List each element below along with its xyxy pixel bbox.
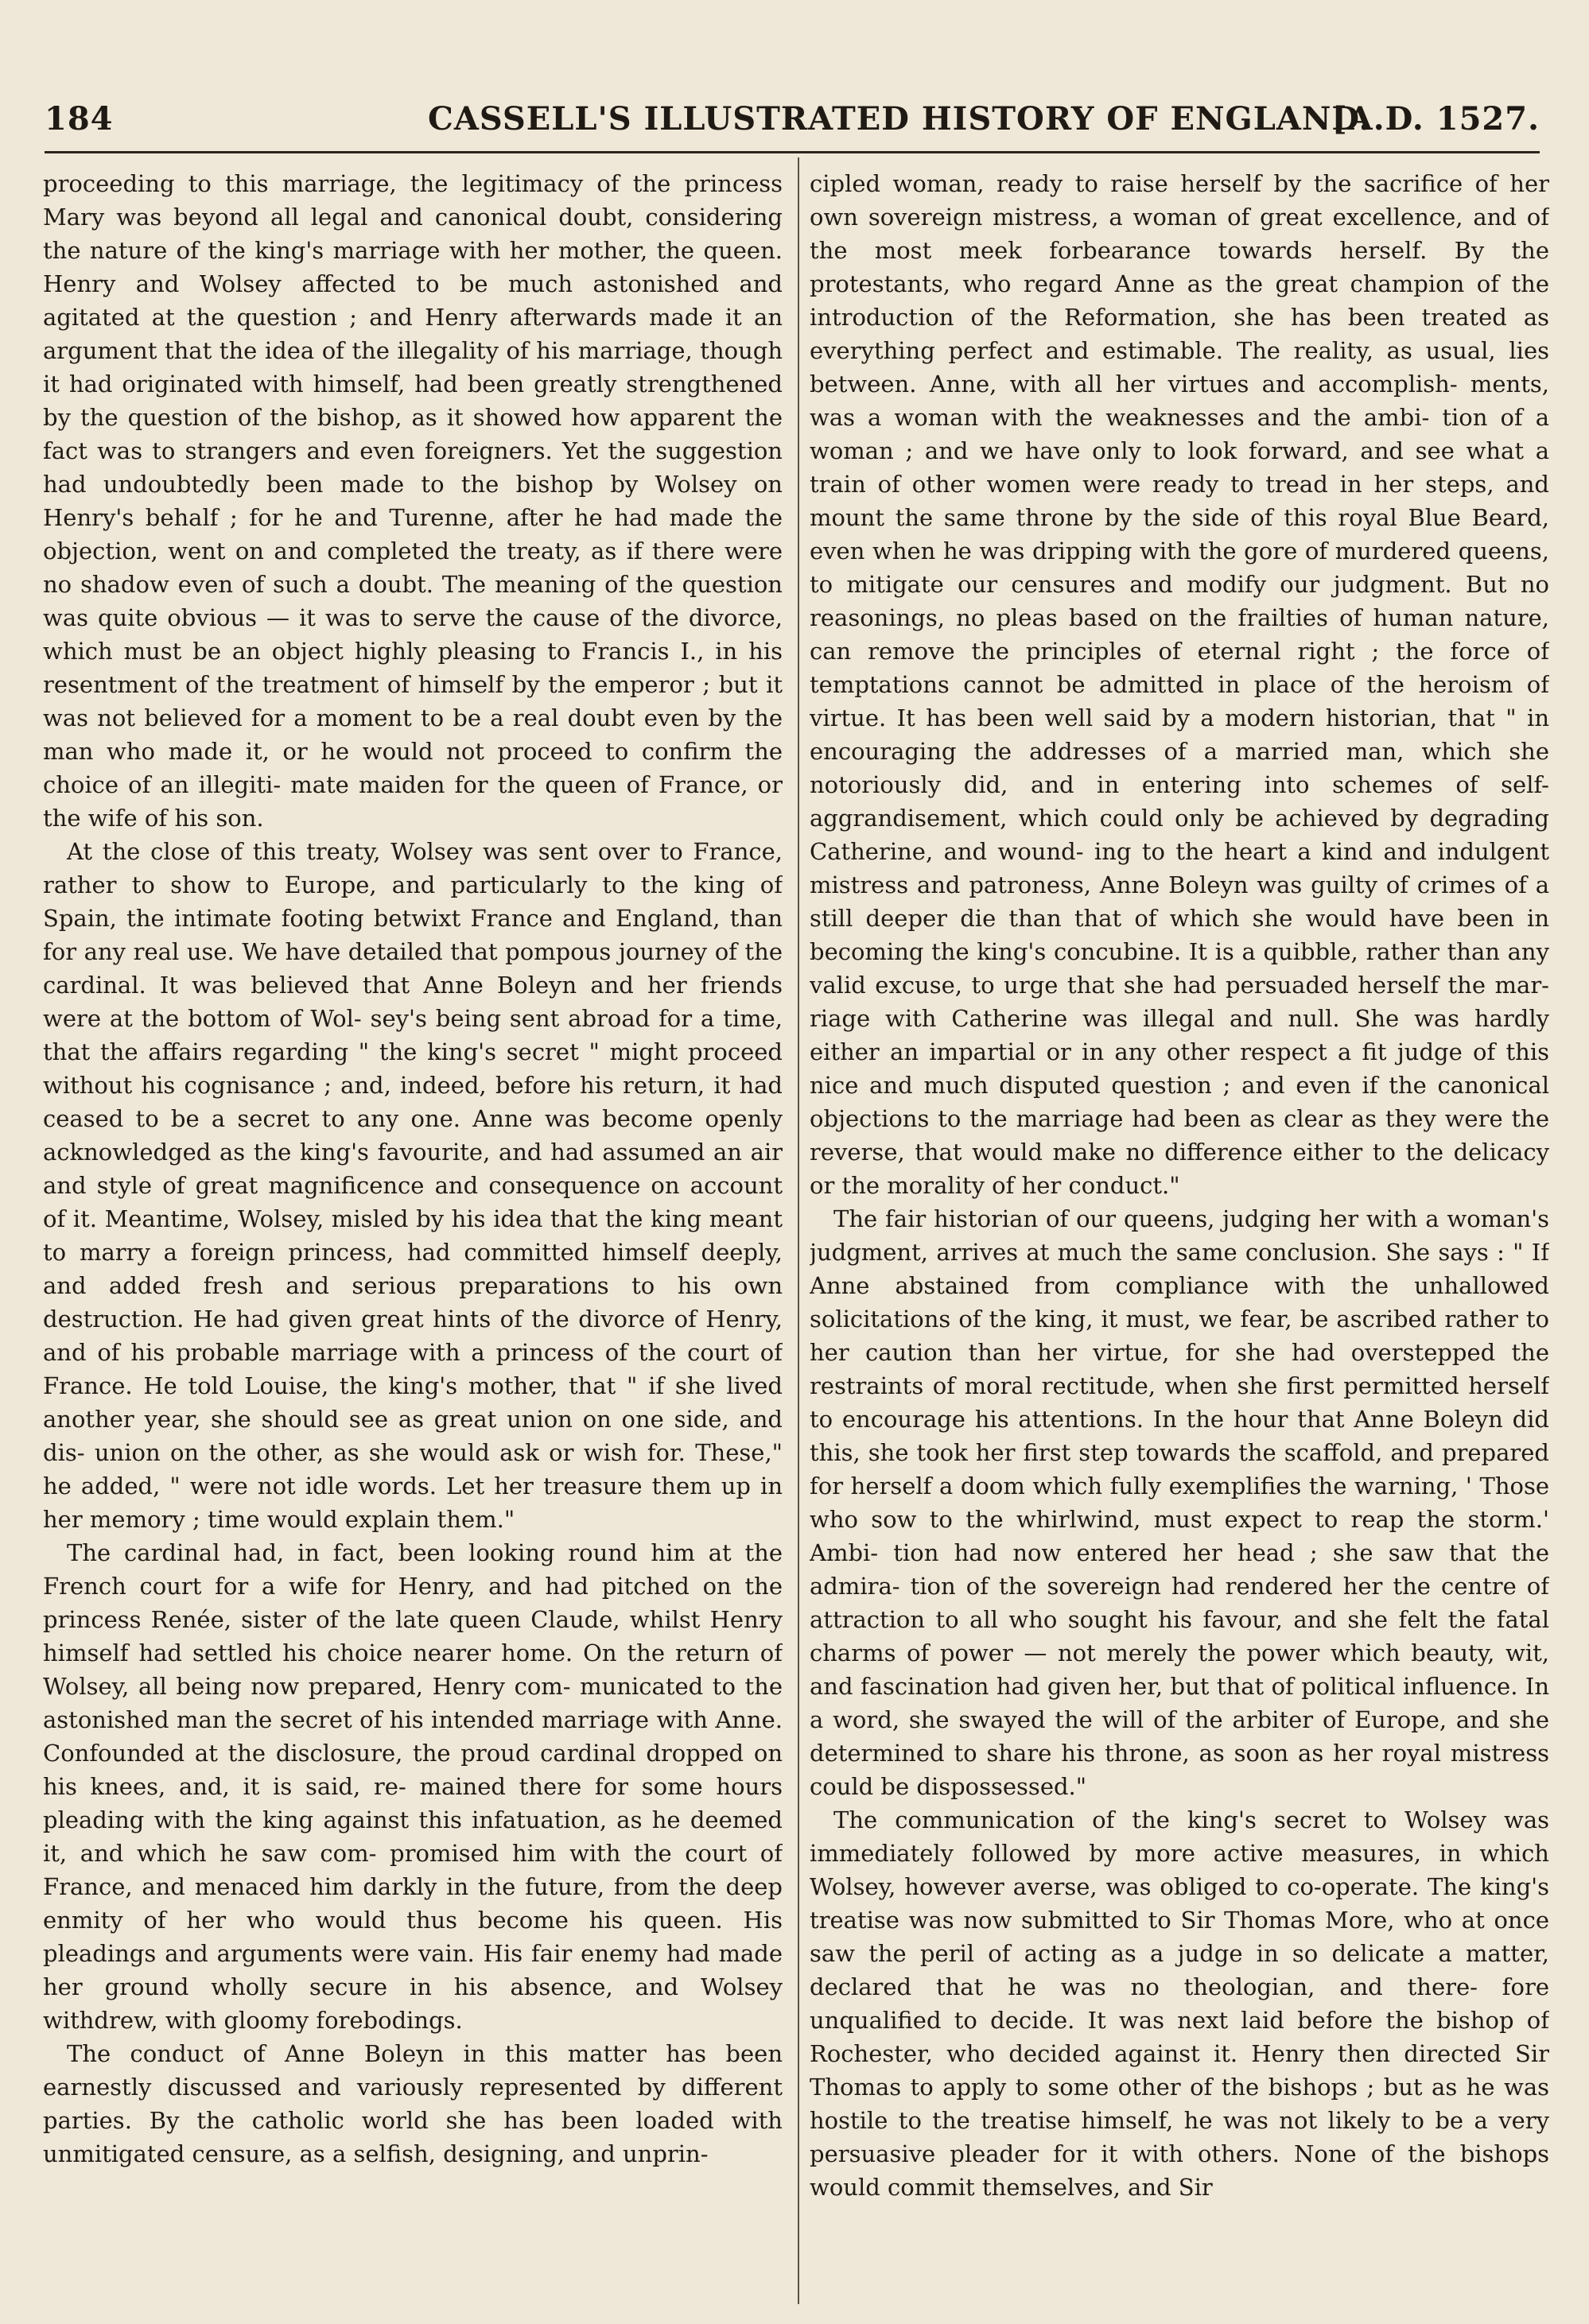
running-title: CASSELL'S ILLUSTRATED HISTORY OF ENGLAND.: [428, 100, 1371, 138]
left-column: [43, 167, 783, 2314]
paragraph: The fair historian of our queens, judging her with a woman's judgment, arrives at much the same conclusion. She says : " If Anne abstained from compliance with the unhallowed solicitations of the king, it must, we fear, be ascribed rather to her caution than her virtue, for she had overstepped the restraints of moral rectitude, when she first permitted herself to encourage his attentions. In the hour that Anne Boleyn did this, she took her first step towards the scaffold, and prepared for herself a doom which fully exemplifies the warning, ' Those who sow to the whirlwind, must expect to reap the storm.' Ambi- tion had now entered her head ; she saw that the admira- tion of the sovereign had rendered her the centre of attraction to all who sought his favour, and she felt the fatal charms of power — not merely the power which beauty, wit, and fascination had given her, but that of political influence. In a word, she swayed the will of the arbiter of Europe, and she determined to share his throne, as soon as her royal mistress could be dispossessed.": [810, 1205, 1549, 1800]
header-rule: [45, 151, 1540, 153]
paragraph: At the close of this treaty, Wolsey was sent over to France, rather to show to Europe, and particularly to the king of Spain, the intimate footing betwixt France and England, than for any real use. We have detailed that pompous journey of the cardinal. It was believed that Anne Boleyn and her friends were at the bottom of Wol- sey's being sent abroad for a time, that the affairs regarding " the king's secret " might proceed without his cognisance ; and, indeed, before his return, it had ceased to be a secret to any one. Anne was become openly acknowledged as the king's favourite, and had assumed an air and style of great magnificence and consequence on account of it. Meantime, Wolsey, misled by his idea that the king meant to marry a foreign princess, had committed himself deeply, and added fresh and serious preparations to his own destruction. He had given great hints of the divorce of Henry, and of his probable marriage with a princess of the court of France. He told Louise, the king's mother, that " if she lived another year, she should see as great union on one side, and dis- union on the other, as she would ask or wish for. These," he added, " were not idle words. Let her treasure them up in her memory ; time would explain them.": [43, 838, 783, 1533]
paragraph: proceeding to this marriage, the legitimacy of the princess Mary was beyond all legal and canonical doubt, considering the nature of the king's marriage with her mother, the queen. Henry and Wolsey affected to be much astonished and agitated at the question ; and Henry afterwards made it an argument that the idea of the illegality of his marriage, though it had originated with himself, had been greatly strengthened by the question of the bishop, as it showed how apparent the fact was to strangers and even foreigners. Yet the suggestion had undoubtedly been made to the bishop by Wolsey on Henry's behalf ; for he and Turenne, after he had made the objection, went on and completed the treaty, as if there were no shadow even of such a doubt. The meaning of the question was quite obvious — it was to serve the cause of the divorce, which must be an object highly pleasing to Francis I., in his resentment of the treatment of himself by the emperor ; but it was not believed for a moment to be a real doubt even by the man who made it, or he would not proceed to confirm the choice of an illegiti- mate maiden for the queen of France, or the wife of his son.: [43, 170, 783, 832]
paragraph: cipled woman, ready to raise herself by the sacrifice of her own sovereign mistress, a woman of great excellence, and of the most meek forbearance towards herself. By the protestants, who regard Anne as the great champion of the introduction of the Reformation, she has been treated as everything perfect and estimable. The reality, as usual, lies between. Anne, with all her virtues and accomplish- ments, was a woman with the weaknesses and the ambi- tion of a woman ; and we have only to look forward, and see what a train of other women were ready to tread in her steps, and mount the same throne by the side of this royal Blue Beard, even when he was dripping with the gore of murdered queens, to mitigate our censures and modify our judgment. But no reasonings, no pleas based on the frailties of human nature, can remove the principles of eternal right ; the force of temptations cannot be admitted in place of the heroism of virtue. It has been well said by a modern historian, that " in encouraging the addresses of a married man, which she notoriously did, and in entering into schemes of self-aggrandisement, which could only be achieved by degrading Catherine, and wound- ing to the heart a kind and indulgent mistress and patroness, Anne Boleyn was guilty of crimes of a still deeper die than that of which she would have been in becoming the king's concubine. It is a quibble, rather than any valid excuse, to urge that she had persuaded herself the mar- riage with Catherine was illegal and null. She was hardly either an impartial or in any other respect a fit judge of this nice and much disputed question ; and even if the canonical objections to the marriage had been as clear as they were the reverse, that would make no difference either to the delicacy or the morality of her conduct.": [810, 170, 1549, 1199]
paragraph: The communication of the king's secret to Wolsey was immediately followed by more active measures, in which Wolsey, however averse, was obliged to co-operate. The king's treatise was now submitted to Sir Thomas More, who at once saw the peril of acting as a judge in so delicate a matter, declared that he was no theologian, and there- fore unqualified to decide. It was next laid before the bishop of Rochester, who decided against it. Henry then directed Sir Thomas to apply to some other of the bishops ; but as he was hostile to the treatise himself, he was not likely to be a very persuasive pleader for it with others. None of the bishops would commit themselves, and Sir: [810, 1806, 1549, 2201]
page-number: 184: [45, 100, 114, 138]
paragraph: The cardinal had, in fact, been looking round him at the French court for a wife for Henry, and had pitched on the princess Renée, sister of the late queen Claude, whilst Henry himself had settled his choice nearer home. On the return of Wolsey, all being now prepared, Henry com- municated to the astonished man the secret of his intended marriage with Anne. Confounded at the disclosure, the proud cardinal dropped on his knees, and, it is said, re- mained there for some hours pleading with the king against this infatuation, as he deemed it, and which he saw com- promised him with the court of France, and menaced him darkly in the future, from the deep enmity of her who would thus become his queen. His pleadings and arguments were vain. His fair enemy had made her ground wholly secure in his absence, and Wolsey withdrew, with gloomy forebodings.: [43, 1539, 783, 2034]
column-divider: [798, 157, 799, 2304]
running-date: [A.D. 1527.: [1331, 100, 1540, 138]
paragraph: The conduct of Anne Boleyn in this matter has been earnestly discussed and variously represented by different parties. By the catholic world she has been loaded with unmitigated censure, as a selfish, designing, and unprin-: [43, 2040, 783, 2167]
page-header: [45, 100, 1540, 145]
right-column: [810, 167, 1549, 2314]
